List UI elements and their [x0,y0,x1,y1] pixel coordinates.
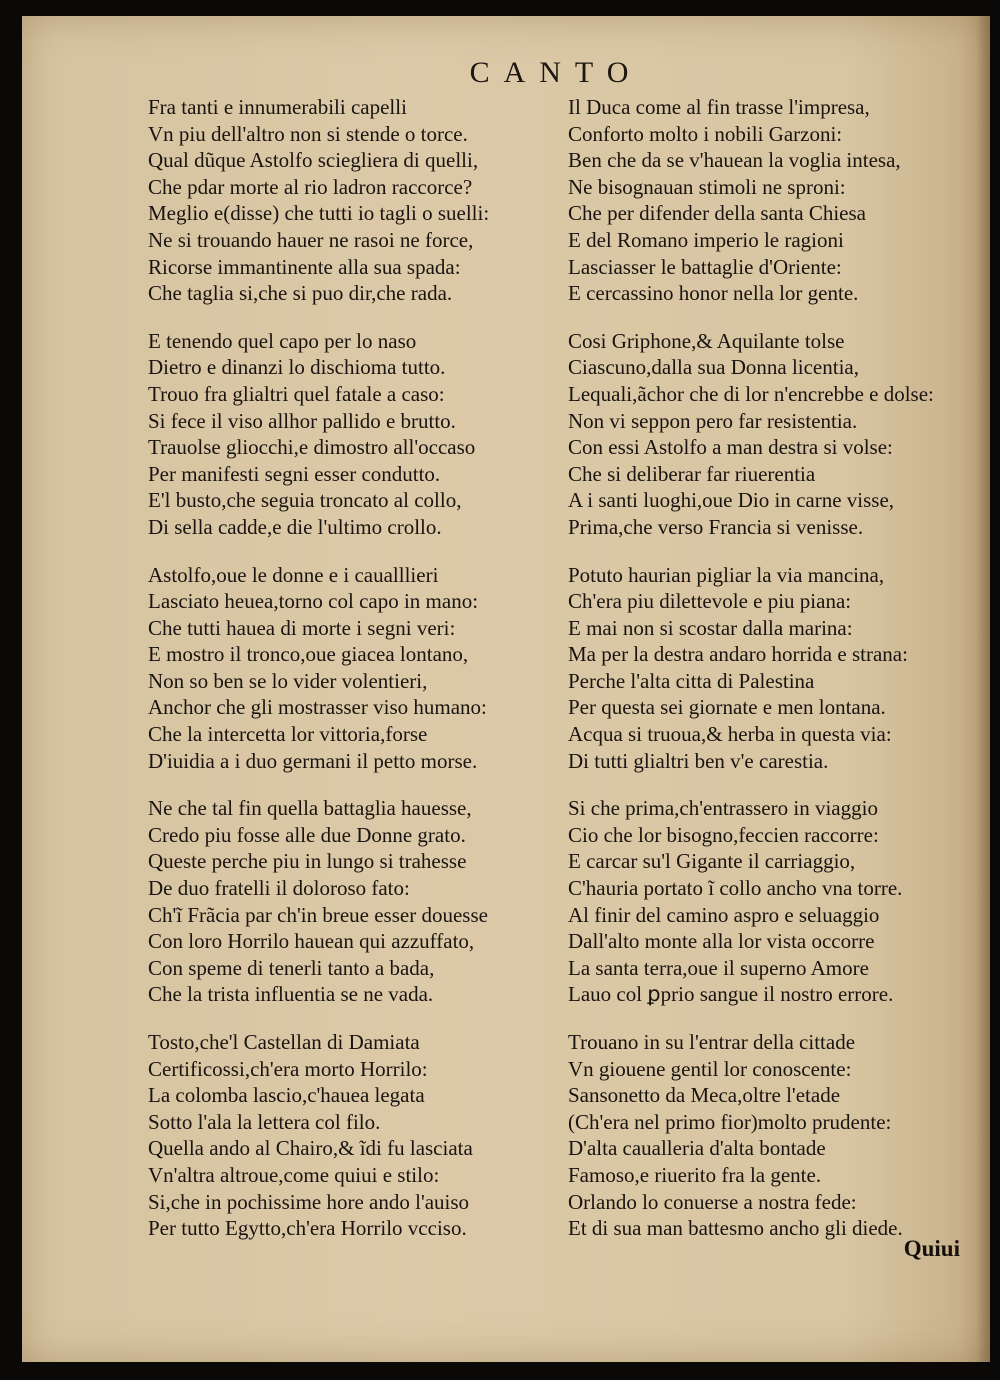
stanza [568,1029,988,1242]
verse-line: Ma per la destra andaro horrida e strana: [568,642,908,667]
verse-line: Per tutto Egytto,ch'era Horrilo vcciso. [148,1216,467,1241]
verse-line: Il Duca come al fin trasse l'impresa, [568,95,870,119]
verse-line: E mostro il tronco,oue giacea lontano, [148,642,469,667]
verse-line: Dall'alto monte alla lor vista occorre [568,929,875,954]
verse-line: E mai non si scostar dalla marina: [568,615,853,640]
verse-line: Sansonetto da Meca,oltre l'etade [568,1083,841,1108]
verse-line: Si che prima,ch'entrassero in viaggio [568,796,878,821]
verse-line: Ch'ĩ Frãcia par ch'in breue esser douesse [148,902,488,927]
stanza [568,328,988,541]
left-column [148,94,568,1263]
verse-line: La santa terra,oue il superno Amore [568,955,869,980]
verse-line: E tenendo quel capo per lo naso [148,328,417,353]
verse-line: Qual dũque Astolfo sciegliera di quelli, [148,148,479,173]
verse-line: Credo piu fosse alle due Donne grato. [148,822,466,847]
verse-line: Lasciato heuea,torno col capo in mano: [148,589,479,614]
book-page [22,16,990,1362]
running-head: CANTO [469,56,643,89]
verse-line: Dietro e dinanzi lo dischioma tutto. [148,355,446,380]
verse-line: Perche l'alta citta di Palestina [568,668,815,693]
verse-line: Al finir del camino aspro e seluaggio [568,902,880,927]
stanza [568,795,988,1008]
verse-line: Meglio e(disse) che tutti io tagli o suelli: [148,201,490,226]
verse-line: D'alta caualleria d'alta bontade [568,1136,826,1161]
verse-line: Si fece il viso allhor pallido e brutto. [148,408,456,433]
stanza [148,94,568,307]
verse-line: Che la trista influentia se ne vada. [148,982,434,1007]
verse-line: Ch'era piu dilettevole e piu piana: [568,589,852,614]
verse-line: Queste perche piu in lungo si trahesse [148,849,467,874]
verse-line: Astolfo,oue le donne e i caualllieri [148,562,439,587]
verse-line: Et di sua man battesmo ancho gli diede. [568,1216,903,1241]
stanza [148,795,568,1008]
verse-line: Di tutti glialtri ben v'e carestia. [568,748,829,773]
verse-line: Ne bisognauan stimoli ne sproni: [568,174,846,199]
verse-line: Sotto l'ala la lettera col filo. [148,1109,381,1134]
verse-line: Con loro Horrilo hauean qui azzuffato, [148,929,475,954]
verse-line: Prima,che verso Francia si venisse. [568,514,864,539]
catchword: Quiui [903,1236,960,1261]
verse-line: Trouo fra glialtri quel fatale a caso: [148,381,445,406]
verse-line: Certificossi,ch'era morto Horrilo: [148,1056,428,1081]
verse-line: Con speme di tenerli tanto a bada, [148,955,435,980]
verse-line: Cio che lor bisogno,feccien raccorre: [568,822,879,847]
verse-line: Cosi Griphone,& Aquilante tolse [568,328,845,353]
verse-line: Con essi Astolfo a man destra si volse: [568,435,893,460]
verse-line: Ne si trouando hauer ne rasoi ne force, [148,227,474,252]
verse-line: Vn giouene gentil lor conoscente: [568,1056,852,1081]
verse-line: E'l busto,che seguia troncato al collo, [148,488,462,513]
verse-line: Ricorse immantinente alla sua spada: [148,254,461,279]
verse-line: D'iuidia a i duo germani il petto morse. [148,748,478,773]
verse-line: Che si deliberar far riuerentia [568,461,816,486]
page-edge-shadow [976,16,990,1362]
verse-line: Quella ando al Chairo,& ĩdi fu lasciata [148,1136,473,1161]
stanza [568,562,988,775]
verse-line: Trauolse gliocchi,e dimostro all'occaso [148,435,476,460]
stanza [568,94,988,307]
verse-line: E del Romano imperio le ragioni [568,227,844,252]
stanza [148,562,568,775]
verse-line: Potuto haurian pigliar la via mancina, [568,562,885,587]
verse-line: E carcar su'l Gigante il carriaggio, [568,849,856,874]
verse-line: Non so ben se lo vider volentieri, [148,668,428,693]
verse-line: Per manifesti segni esser condutto. [148,461,441,486]
verse-line: Che pdar morte al rio ladron raccorce? [148,174,473,199]
verse-line: Famoso,e riuerito fra la gente. [568,1162,822,1187]
verse-line: C'hauria portato ĩ collo ancho vna torre. [568,876,903,901]
verse-line: Vn piu dell'altro non si stende o torce. [148,121,468,146]
right-column [568,94,988,1263]
verse-line: Fra tanti e innumerabili capelli [148,95,407,119]
verse-line: Si,che in pochissime hore ando l'auiso [148,1189,470,1214]
verse-line: De duo fratelli il doloroso fato: [148,876,410,901]
verse-line: Lasciasser le battaglie d'Oriente: [568,254,842,279]
verse-line: Di sella cadde,e die l'ultimo crollo. [148,514,442,539]
verse-line: Acqua si truoua,& herba in questa via: [568,722,892,747]
verse-line: Anchor che gli mostrasser viso humano: [148,695,487,720]
verse-line: Che la intercetta lor vittoria,forse [148,722,428,747]
verse-line: Lauo col ꝑprio sangue il nostro errore. [568,982,894,1007]
verse-line: Ben che da se v'hauean la voglia intesa, [568,148,901,173]
verse-line: Per questa sei giornate e men lontana. [568,695,886,720]
verse-line: E cercassino honor nella lor gente. [568,281,859,306]
verse-line: Ciascuno,dalla sua Donna licentia, [568,355,859,380]
verse-line: Che per difender della santa Chiesa [568,201,866,226]
verse-line: (Ch'era nel primo fior)molto prudente: [568,1109,892,1134]
verse-line: Tosto,che'l Castellan di Damiata [148,1030,420,1054]
verse-line: Conforto molto i nobili Garzoni: [568,121,843,146]
verse-line: Orlando lo conuerse a nostra fede: [568,1189,857,1214]
verse-line: Lequali,ãchor che di lor n'encrebbe e dolse: [568,381,934,406]
verse-line: Vn'altra altroue,come quiui e stilo: [148,1162,440,1187]
stanza [148,1029,568,1242]
verse-line: Non vi seppon pero far resistentia. [568,408,858,433]
verse-line: Che taglia si,che si puo dir,che rada. [148,281,453,306]
verse-line: Che tutti hauea di morte i segni veri: [148,615,456,640]
verse-line: Trouano in su l'entrar della cittade [568,1030,856,1054]
verse-line: A i santi luoghi,oue Dio in carne visse, [568,488,895,513]
verse-line: La colomba lascio,c'hauea legata [148,1083,425,1108]
stanza [148,328,568,541]
verse-line: Ne che tal fin quella battaglia hauesse, [148,796,472,821]
